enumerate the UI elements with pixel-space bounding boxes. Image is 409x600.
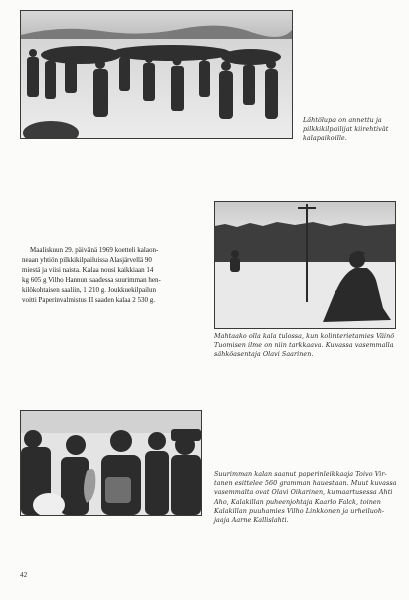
caption-photo-lake-crowd [303, 116, 403, 144]
caption-photo-biggest-fish [214, 470, 404, 525]
caption-line: Lähtölupa on annettu ja [303, 116, 382, 124]
caption-line: vasemmalta ovat Olavi Oikarinen, kumaartusessa Ahti [214, 488, 393, 497]
caption-line: sähköasentaja Olavi Saarinen. [214, 350, 314, 359]
caption-line: kalapaikoille. [303, 134, 347, 143]
caption-photo-ice-fishing-winner [214, 332, 400, 360]
caption-line: Mahtaako olla kala tulossa, kun kolinterietamies Väinö [214, 332, 395, 340]
paragraph-line: kg 605 g Vilho Hannun saadessa suurimman hen- [22, 276, 161, 285]
paragraph-line: kilökohtaisen saaliin, 1 210 g. Joukkuekilpailun [22, 286, 156, 295]
article-paragraph [22, 245, 204, 306]
photo-lake-crowd [20, 10, 293, 139]
paragraph-line: Maaliskuun 29. päivänä 1969 koetteli kalaon- [30, 246, 159, 254]
caption-line: tanen esittelee 560 gramman hauestaan. Muut kuvassa [214, 479, 397, 488]
paragraph-line: voitti Paperinvalmistus II saaden kalaa 2 530 g. [22, 296, 155, 305]
caption-line: Suurimman kalan saanut paperinleikkaaja Toivo Vir- [214, 470, 387, 478]
caption-line: pilkkikilpailijat kiirehtivät [303, 125, 389, 134]
caption-line: Aho, Kalakillan puheenjohtaja Kaarlo Falck, toinen [214, 497, 381, 506]
paragraph-line: neaan yhtiön pilkkikilpailuissa Alasjärvellä 90 [22, 256, 152, 265]
paragraph-line: miestä ja viisi naista. Kalaa nousi kaikkiaan 14 [22, 266, 154, 275]
photo-biggest-fish [20, 410, 202, 516]
caption-line: jaaja Aarne Kallislahti. [214, 516, 289, 525]
caption-line: Tuomisen ilme on niin tarkkaava. Kuvassa vasemmalla [214, 341, 394, 350]
page-number: 42 [20, 571, 28, 579]
photo-ice-fishing-winner [214, 201, 396, 329]
caption-line: Kalakillan puuhamies Vilho Linkkonen ja urheiluoh- [214, 506, 385, 515]
